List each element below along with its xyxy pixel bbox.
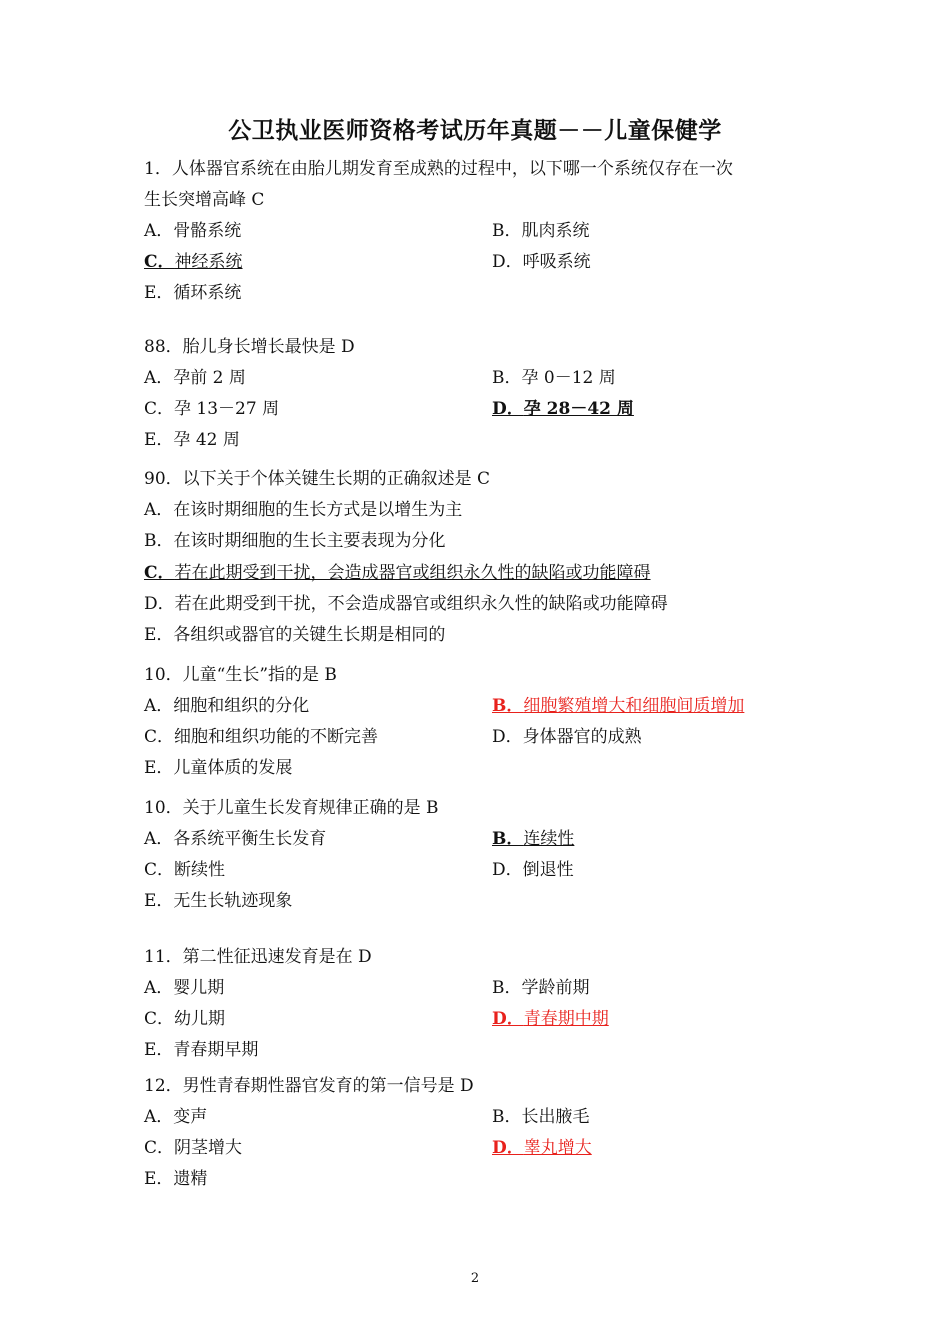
option-b: B．在该时期细胞的生长主要表现为分化 <box>144 531 446 551</box>
question-stem: 90．以下关于个体关键生长期的正确叙述是 C <box>144 469 491 489</box>
option-e: E．各组织或器官的关键生长期是相同的 <box>144 625 446 645</box>
page-title: 公卫执业医师资格考试历年真题－－儿童保健学 <box>228 118 722 144</box>
option-a: A．变声 <box>144 1107 208 1127</box>
option-d-correct <box>492 1137 592 1159</box>
option-c-correct <box>144 562 651 584</box>
option-letter: B． <box>492 696 524 716</box>
option-letter: B． <box>492 829 524 849</box>
option-c-correct <box>144 251 243 273</box>
option-d: D．呼吸系统 <box>492 252 591 272</box>
option-b: B．孕 0－12 周 <box>492 368 616 388</box>
option-letter: C． <box>144 563 175 583</box>
option-d: D．若在此期受到干扰，不会造成器官或组织永久性的缺陷或功能障碍 <box>144 594 668 614</box>
question-stem: 1．人体器官系统在由胎儿期发育至成熟的过程中，以下哪一个系统仅存在一次 <box>144 159 733 179</box>
option-letter: D． <box>492 1138 524 1158</box>
option-d: D．倒退性 <box>492 860 574 880</box>
option-b: B．肌肉系统 <box>492 221 590 241</box>
question-stem: 10．关于儿童生长发育规律正确的是 B <box>144 798 439 818</box>
option-c: C．阴茎增大 <box>144 1138 243 1158</box>
question-stem: 生长突增高峰 C <box>144 190 265 210</box>
option-b-correct <box>492 695 744 717</box>
option-text: 细胞繁殖增大和细胞间质增加 <box>523 696 745 716</box>
option-e: E．儿童体质的发展 <box>144 758 293 778</box>
option-e: E．孕 42 周 <box>144 430 240 450</box>
option-text: 青春期中期 <box>523 1009 609 1029</box>
option-e: E．无生长轨迹现象 <box>144 891 293 911</box>
option-d: D．身体器官的成熟 <box>492 727 642 747</box>
option-c: C．细胞和组织功能的不断完善 <box>144 727 379 747</box>
option-c: C．断续性 <box>144 860 226 880</box>
option-text: 孕 28－42 周 <box>523 399 634 419</box>
option-e: E．循环系统 <box>144 283 242 303</box>
option-text: 睾丸增大 <box>523 1138 592 1158</box>
question-stem: 12．男性青春期性器官发育的第一信号是 D <box>144 1076 474 1096</box>
option-letter: D． <box>492 399 524 419</box>
option-b: B．学龄前期 <box>492 978 590 998</box>
option-e: E．青春期早期 <box>144 1040 259 1060</box>
option-a: A．婴儿期 <box>144 978 225 998</box>
option-d-correct <box>492 398 634 420</box>
option-a: A．在该时期细胞的生长方式是以增生为主 <box>144 500 463 520</box>
option-a: A．骨骼系统 <box>144 221 242 241</box>
option-text: 神经系统 <box>174 252 243 272</box>
option-a: A．细胞和组织的分化 <box>144 696 310 716</box>
option-text: 若在此期受到干扰，会造成器官或组织永久性的缺陷或功能障碍 <box>174 563 651 583</box>
option-c: C．孕 13－27 周 <box>144 399 280 419</box>
option-letter: D． <box>492 1009 524 1029</box>
option-e: E．遗精 <box>144 1169 208 1189</box>
option-text: 连续性 <box>523 829 575 849</box>
option-a: A．各系统平衡生长发育 <box>144 829 327 849</box>
question-stem: 11．第二性征迅速发育是在 D <box>144 947 372 967</box>
option-c: C．幼儿期 <box>144 1009 226 1029</box>
question-stem: 88．胎儿身长增长最快是 D <box>144 337 355 357</box>
option-b: B．长出腋毛 <box>492 1107 590 1127</box>
option-d-correct <box>492 1008 609 1030</box>
option-letter: C． <box>144 252 175 272</box>
question-stem: 10．儿童“生长”指的是 B <box>144 665 337 685</box>
option-b-correct <box>492 828 574 850</box>
option-a: A．孕前 2 周 <box>144 368 246 388</box>
page-number: 2 <box>470 1271 480 1286</box>
